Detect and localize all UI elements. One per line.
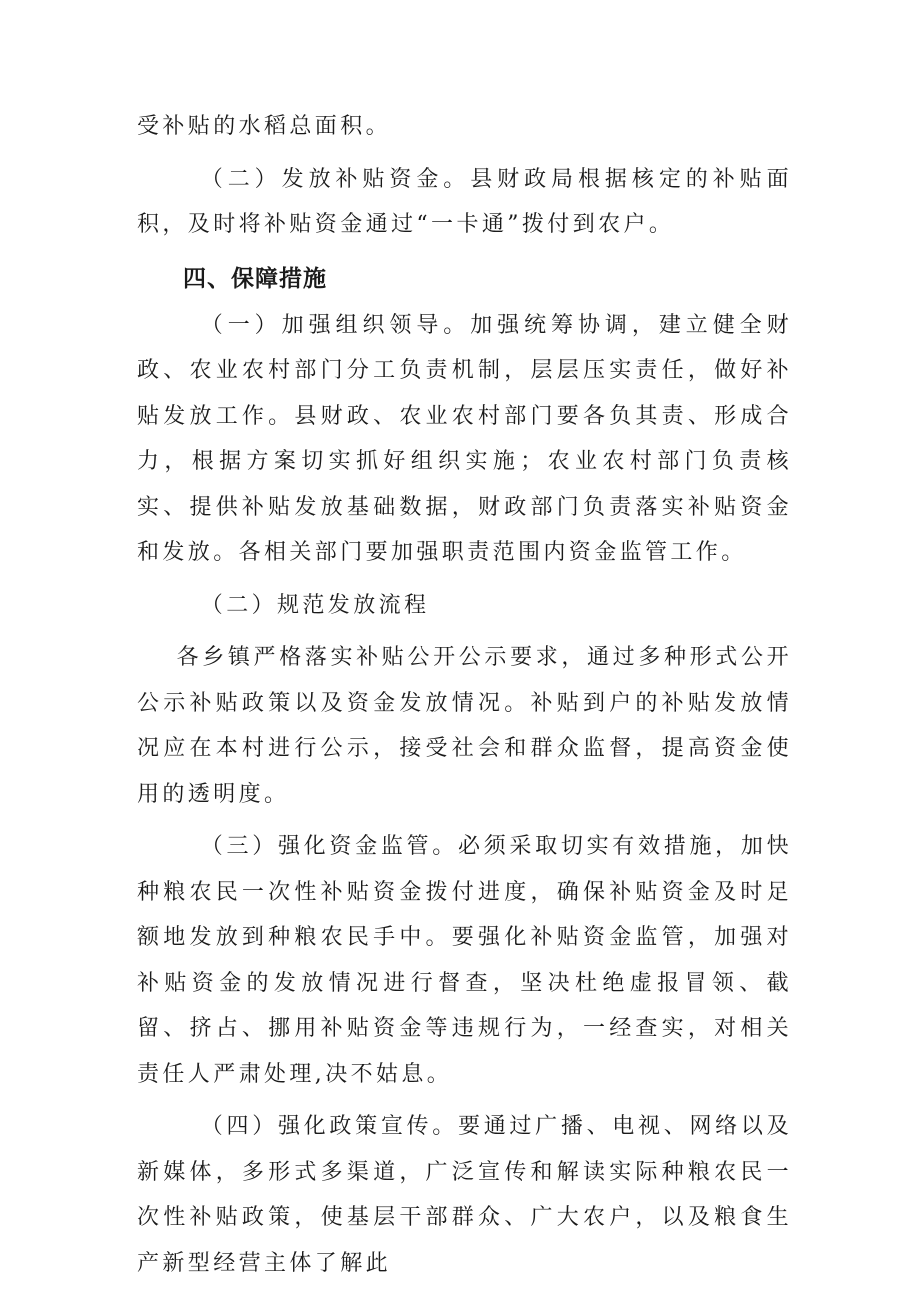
spacer [137, 248, 792, 255]
paragraph-measure-process-body: 各乡镇严格落实补贴公开公示要求，通过多种形式公开公示补贴政策以及资金发放情况。补贴到户的补贴发放情况应在本村进行公示，接受社会和群众监督，提高资金使用的透明度。 [137, 645, 792, 807]
section-heading-safeguards: 四、保障措施 [183, 265, 327, 292]
paragraph-measure-process-title: （二）规范发放流程 [200, 592, 430, 618]
paragraph-continuation: 受补贴的水稻总面积。 [137, 114, 392, 139]
paragraph-measure-organization: （一）加强组织领导。加强统筹协调，建立健全财政、农业农村部门分工负责机制，层层压实责任，做好补贴发放工作。县财政、农业农村部门要各负其责、形成合力，根据方案切实抓好组织实施；农业农村部门负责核实、提供补贴发放基础数据，财政部门负责落实补贴资金和发放。各相关部门要加强职责范围内资金监管工作。 [137, 312, 792, 565]
paragraph-measure-supervision: （三）强化资金监管。必须采取切实有效措施，加快种粮农民一次性补贴资金拨付进度，确保补贴资金及时足额地发放到种粮农民手中。要强化补贴资金监管，加强对补贴资金的发放情况进行督查，坚决杜绝虚报冒领、截留、挤占、挪用补贴资金等违规行为，一经查实，对相关责任人严肃处理,决不姑息。 [137, 834, 792, 1087]
spacer [137, 1097, 792, 1104]
spacer [137, 628, 792, 635]
paragraph-measure-publicity: （四）强化政策宣传。要通过广播、电视、网络以及新媒体，多形式多渠道，广泛宣传和解读实际种粮农民一次性补贴政策，使基层干部群众、广大农户，以及粮食生产新型经营主体了解此 [137, 1114, 792, 1276]
spacer [137, 150, 792, 157]
paragraph-fund-distribution: （二）发放补贴资金。县财政局根据核定的补贴面积，及时将补贴资金通过“一卡通”拨付到农户。 [137, 166, 792, 237]
spacer [137, 576, 792, 583]
spacer [137, 817, 792, 824]
document-body [137, 104, 792, 1286]
